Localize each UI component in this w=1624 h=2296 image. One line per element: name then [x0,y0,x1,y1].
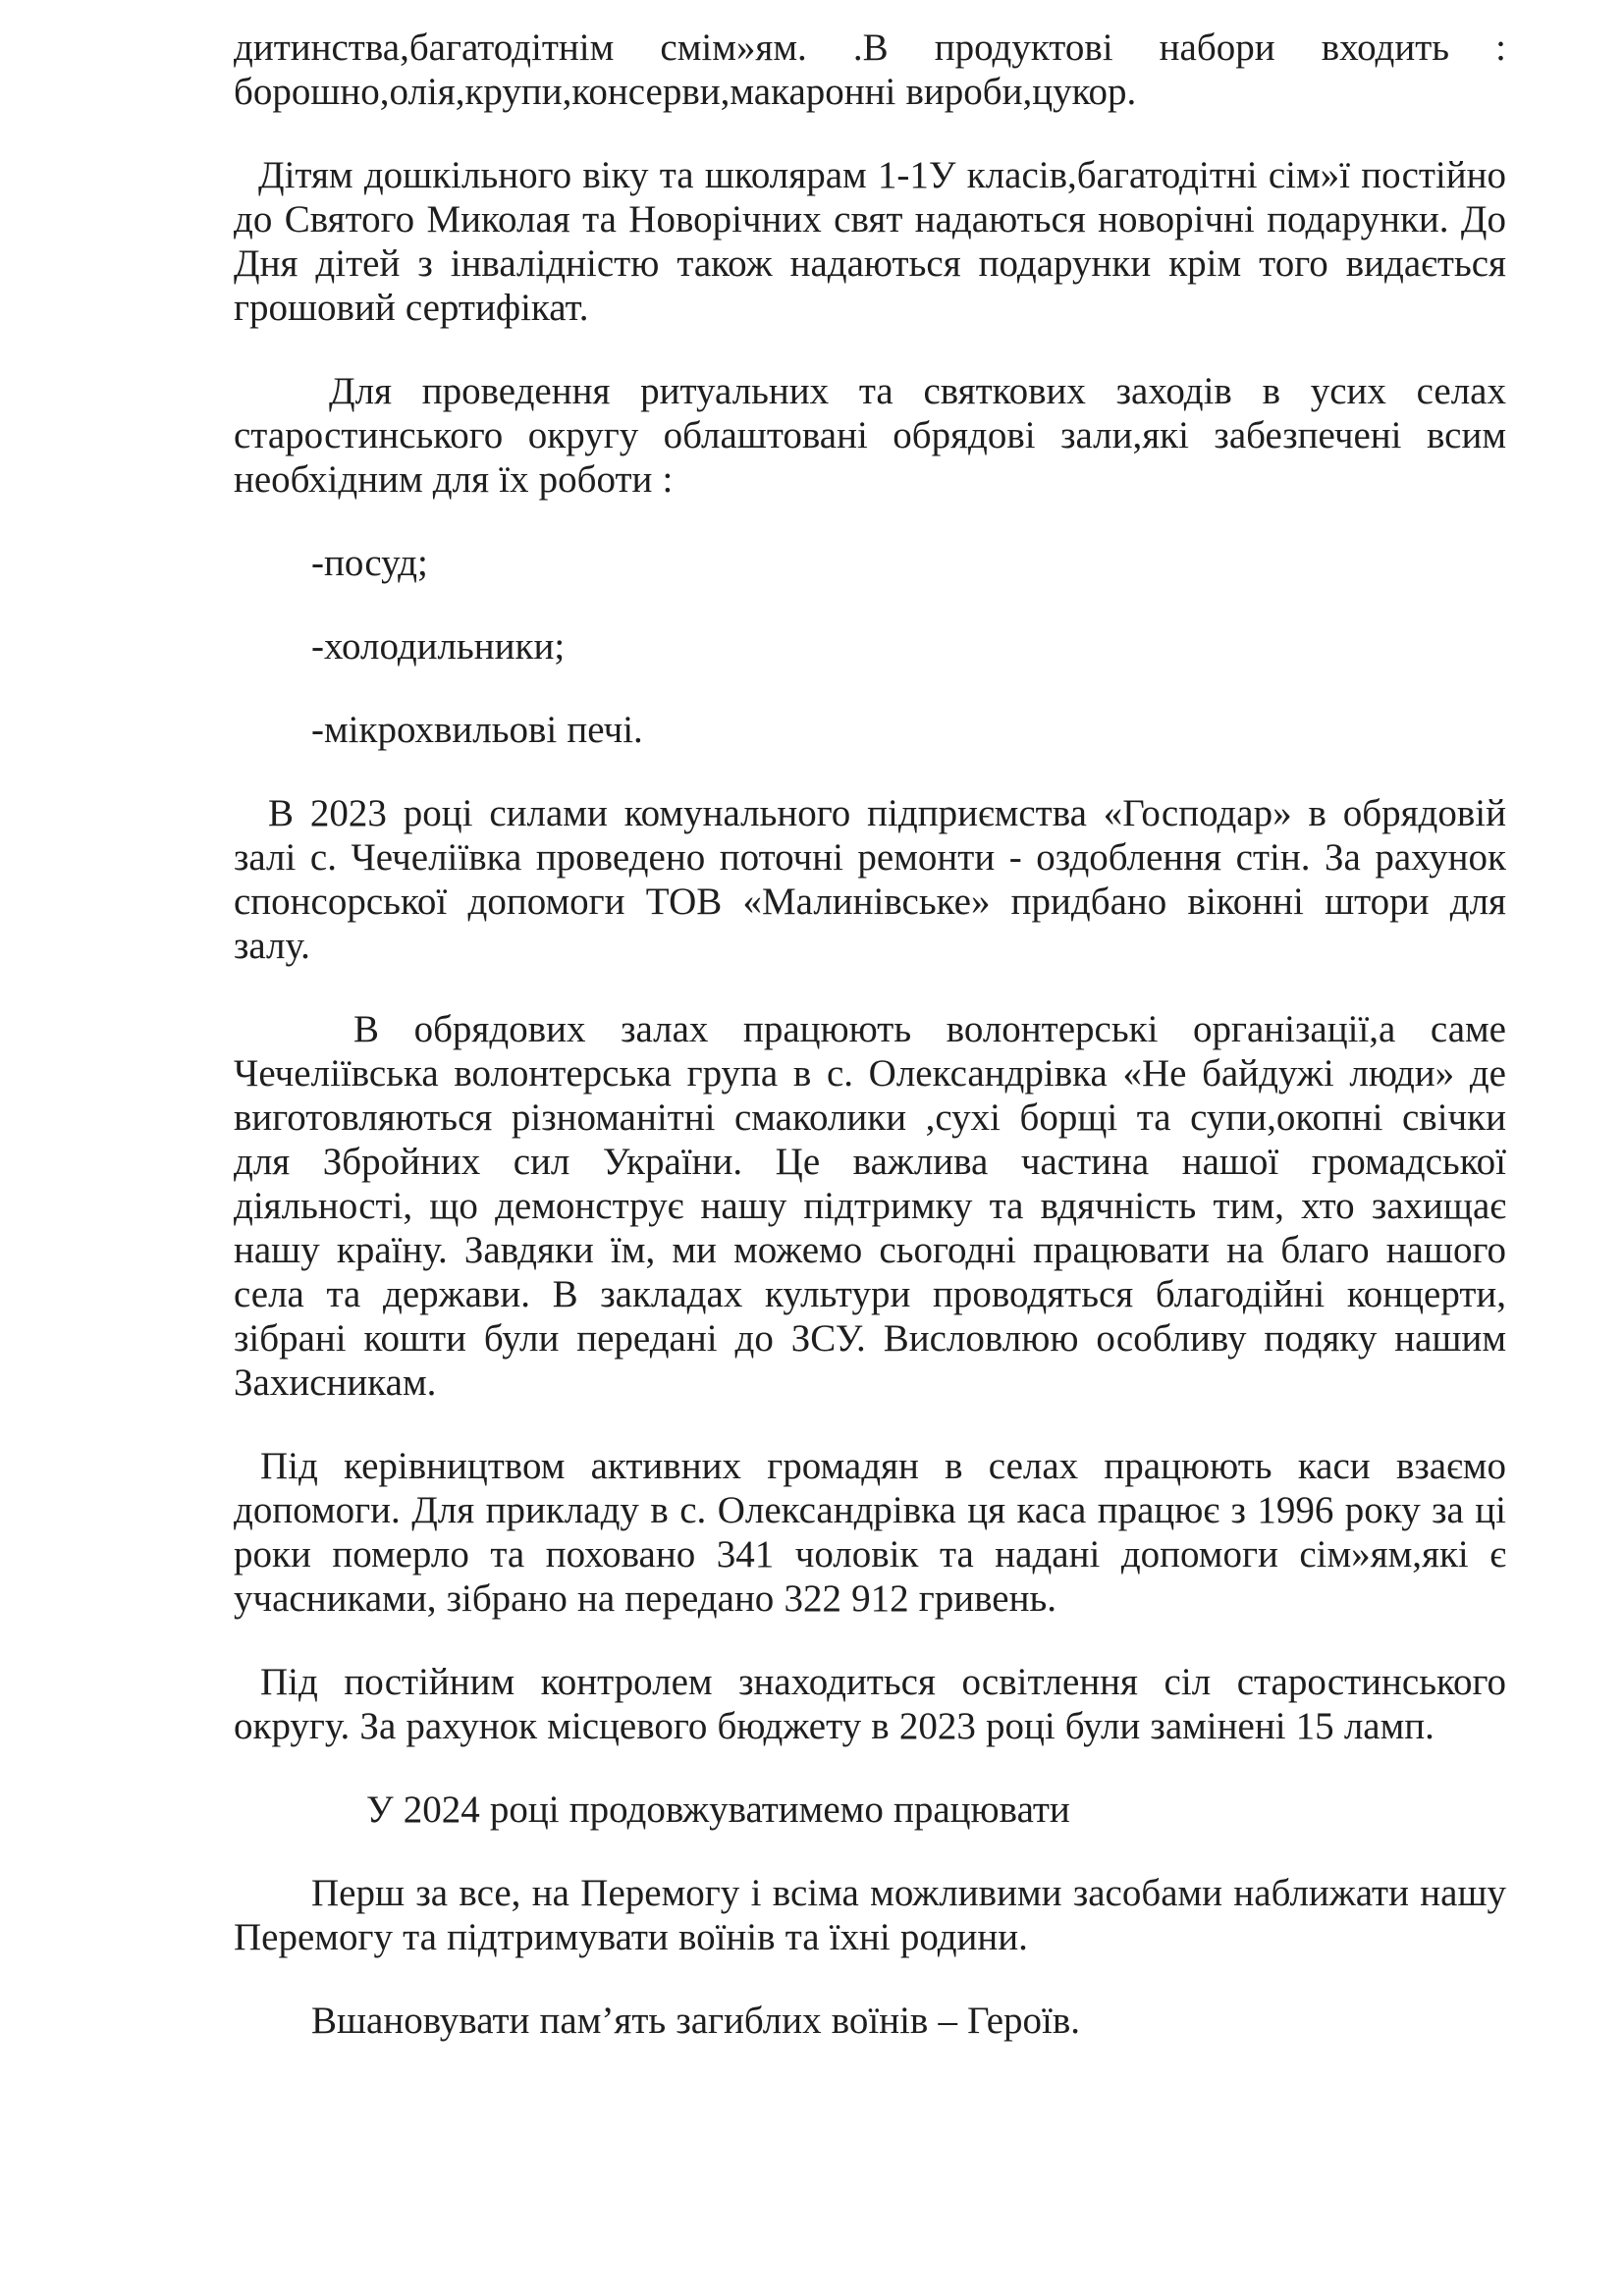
paragraph: Дітям дошкільного віку та школярам 1-1У класів,багатодітні сім»ї постійно до Святого Миколая та Новорічних свят надаються новорічні подарунки. До Дня дітей з інвалідністю також надаються подарунки крім того видається грошовий сертифікат. [234,154,1506,329]
paragraph: Під постійним контролем знаходиться освітлення сіл старостинського округу. За рахунок місцевого бюджету в 2023 році були замінені 15 ламп. [234,1661,1506,1747]
paragraph: Вшановувати пам’ять загиблих воїнів – Героїв. [311,2000,1081,2042]
paragraph: В обрядових залах працюють волонтерські організації,а саме Чечеліївська волонтерська група в с. Олександрівка «Не байдужі люди» де виготовляються різноманітні смаколики ,сухі борщі та супи,окопні свічки для Збройних сил України. Це важлива частина нашої громадської діяльності, що демонструє нашу підтримку та вдячність тим, хто захищає нашу країну. Завдяки їм, ми можемо сьогодні працювати на благо нашого села та держави. В закладах культури проводяться благодійні концерти, зібрані кошти були передані до ЗСУ. Висловлюю особливу подяку нашим Захисникам. [234,1008,1506,1404]
paragraph: дитинства,багатодітнім смім»ям. .В продуктові набори входить : борошно,олія,крупи,консерви,макаронні вироби,цукор. [234,27,1506,113]
paragraph: Для проведення ритуальних та святкових заходів в усих селах старостинського округу облаштовані обрядові зали,які забезпечені всим необхідним для їх роботи : [234,370,1506,501]
paragraph: У 2024 році продовжуватимемо працювати [366,1789,1070,1831]
paragraph: Під керівництвом активних громадян в селах працюють каси взаємо допомоги. Для прикладу в с. Олександрівка ця каса працює з 1996 року за ці роки померло та поховано 341 чоловік та надані допомоги сім»ям,які є учасниками, зібрано на передано 322 912 гривень. [234,1445,1506,1620]
list-item: -посуд; [311,542,428,584]
list-item: -холодильники; [311,625,566,667]
paragraph: Перш за все, на Перемогу і всіма можливими засобами наближати нашу Перемогу та підтримувати воїнів та їхні родини. [234,1872,1506,1958]
list-item: -мікрохвильові печі. [311,709,643,751]
paragraph: В 2023 році силами комунального підприємства «Господар» в обрядовій залі с. Чечеліївка проведено поточні ремонти - оздоблення стін. За рахунок спонсорської допомоги ТОВ «Малинівське» придбано віконні штори для залу. [234,792,1506,967]
